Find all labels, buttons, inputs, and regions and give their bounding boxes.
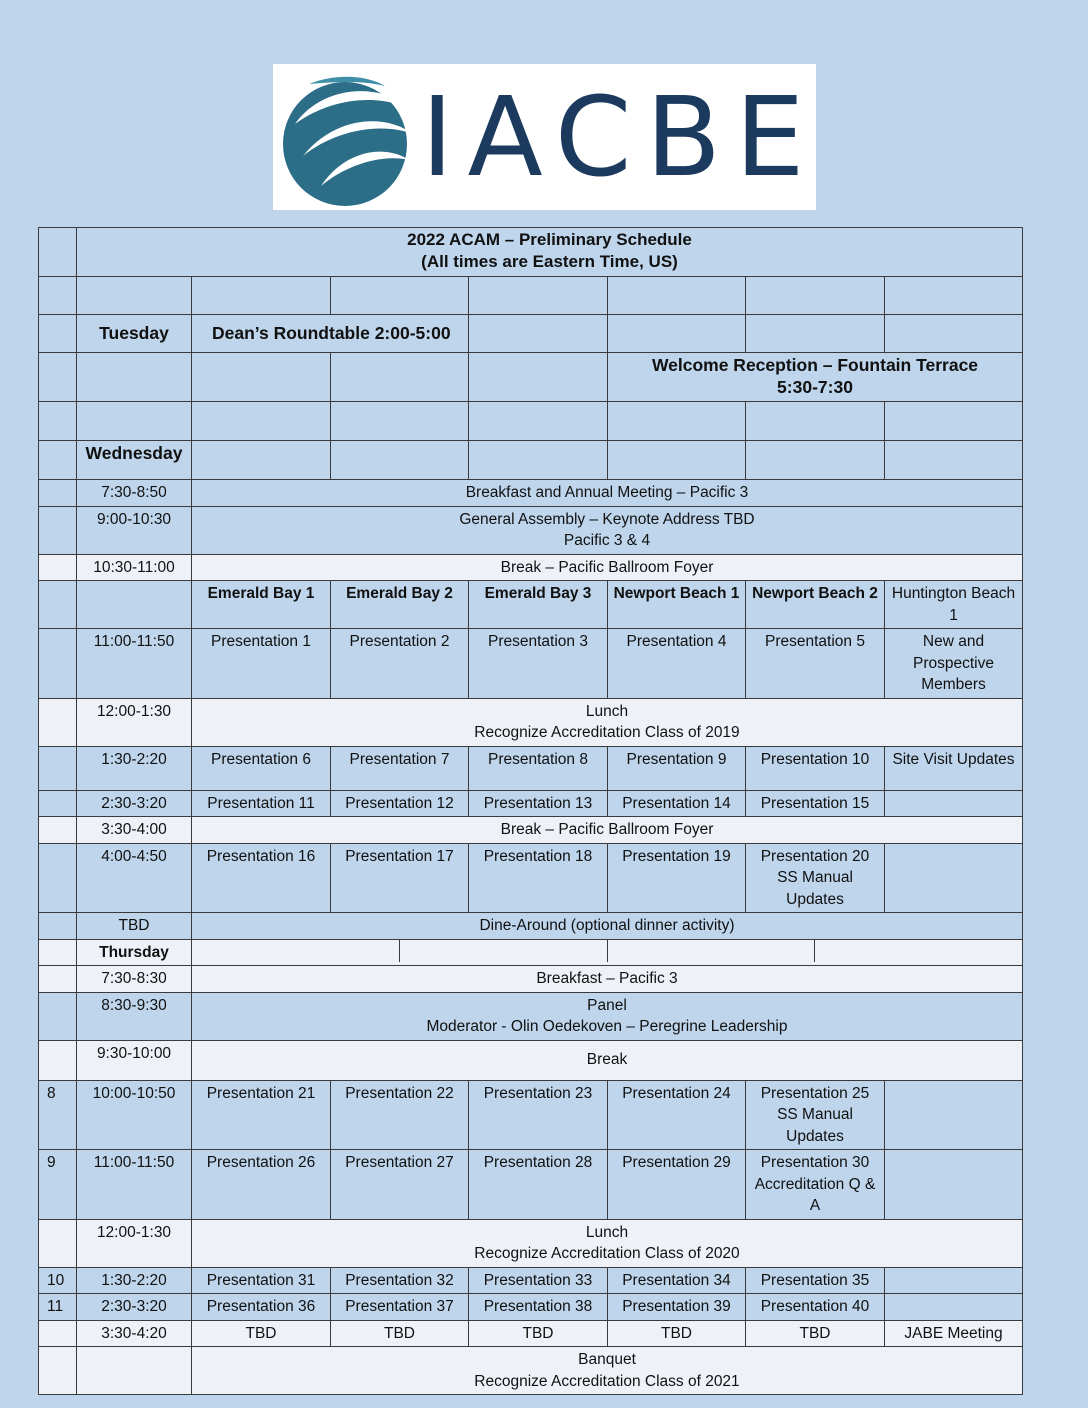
presentation: [885, 1150, 1023, 1220]
presentation: Site Visit Updates: [885, 746, 1023, 790]
event-label: Dine-Around (optional dinner activity): [192, 913, 1023, 940]
schedule-row: [39, 480, 1023, 507]
room-name: Newport Beach 2: [746, 581, 885, 629]
room-name: Emerald Bay 1: [192, 581, 331, 629]
session-row: [39, 790, 1023, 817]
row-number: 9: [39, 1150, 77, 1220]
event-label: Break: [192, 1040, 1023, 1080]
session-row: [39, 1294, 1023, 1321]
presentation: [885, 843, 1023, 913]
presentation: Presentation 29: [608, 1150, 746, 1220]
session-row: [39, 629, 1023, 699]
time-slot: 12:00-1:30: [77, 1219, 192, 1267]
presentation: Presentation 33: [469, 1267, 608, 1294]
row-number: 10: [39, 1267, 77, 1294]
day-label: Thursday: [77, 939, 192, 966]
schedule-row: [39, 966, 1023, 993]
presentation: Presentation 11: [192, 790, 331, 817]
presentation: TBD: [469, 1320, 608, 1347]
presentation: Presentation 13: [469, 790, 608, 817]
time-slot: TBD: [77, 913, 192, 940]
presentation: TBD: [331, 1320, 469, 1347]
schedule-row: [39, 554, 1023, 581]
event-label: General Assembly – Keynote Address TBD Pacific 3 & 4: [192, 506, 1023, 554]
presentation: [885, 1294, 1023, 1321]
event-label: Breakfast and Annual Meeting – Pacific 3: [192, 480, 1023, 507]
schedule-title: 2022 ACAM – Preliminary Schedule (All times are Eastern Time, US): [77, 228, 1023, 277]
presentation: Presentation 18: [469, 843, 608, 913]
presentation: Presentation 34: [608, 1267, 746, 1294]
presentation: Presentation 5: [746, 629, 885, 699]
iacbe-logo: [273, 64, 819, 210]
reception-row: [39, 353, 1023, 402]
panel-row: [39, 992, 1023, 1040]
presentation: Presentation 17: [331, 843, 469, 913]
presentation: Presentation 22: [331, 1080, 469, 1150]
session-row: [39, 1320, 1023, 1347]
room-name: Emerald Bay 3: [469, 581, 608, 629]
presentation: Presentation 35: [746, 1267, 885, 1294]
time-slot: 12:00-1:30: [77, 698, 192, 746]
presentation: Presentation 10: [746, 746, 885, 790]
presentation: New and Prospective Members: [885, 629, 1023, 699]
presentation: Presentation 32: [331, 1267, 469, 1294]
room-name: Emerald Bay 2: [331, 581, 469, 629]
time-slot: 3:30-4:20: [77, 1320, 192, 1347]
time-slot: 8:30-9:30: [77, 992, 192, 1040]
presentation: Presentation 36: [192, 1294, 331, 1321]
schedule-header-row: [39, 228, 1023, 277]
row-number: 8: [39, 1080, 77, 1150]
presentation: Presentation 14: [608, 790, 746, 817]
presentation: Presentation 3: [469, 629, 608, 699]
session-row: [39, 746, 1023, 790]
logo-wordmark: IACBE: [421, 73, 819, 201]
presentation: Presentation 28: [469, 1150, 608, 1220]
presentation: [885, 790, 1023, 817]
presentation: Presentation 1: [192, 629, 331, 699]
day-label: Wednesday: [77, 441, 192, 480]
presentation: Presentation 20 SS Manual Updates: [746, 843, 885, 913]
time-slot: 2:30-3:20: [77, 790, 192, 817]
time-slot: 9:00-10:30: [77, 506, 192, 554]
room-header-row: [39, 581, 1023, 629]
event-label: Break – Pacific Ballroom Foyer: [192, 817, 1023, 844]
session-row: [39, 1150, 1023, 1220]
day-label: Tuesday: [77, 315, 192, 353]
presentation: JABE Meeting: [885, 1320, 1023, 1347]
time-slot: 2:30-3:20: [77, 1294, 192, 1321]
event-label: Panel Moderator - Olin Oedekoven – Peregrine Leadership: [192, 992, 1023, 1040]
time-slot: 10:00-10:50: [77, 1080, 192, 1150]
schedule-row: [39, 913, 1023, 940]
presentation: Presentation 26: [192, 1150, 331, 1220]
time-slot: 9:30-10:00: [77, 1040, 192, 1080]
presentation: Presentation 25 SS Manual Updates: [746, 1080, 885, 1150]
break-row: [39, 1040, 1023, 1080]
presentation: Presentation 21: [192, 1080, 331, 1150]
row-number: 11: [39, 1294, 77, 1321]
presentation: [885, 1080, 1023, 1150]
presentation: TBD: [192, 1320, 331, 1347]
room-name: Newport Beach 1: [608, 581, 746, 629]
presentation: Presentation 8: [469, 746, 608, 790]
time-slot: 7:30-8:30: [77, 966, 192, 993]
presentation: Presentation 9: [608, 746, 746, 790]
time-slot: 4:00-4:50: [77, 843, 192, 913]
event-label: Banquet Recognize Accreditation Class of 2021: [192, 1347, 1023, 1395]
thursday-row: [39, 939, 1023, 966]
presentation: [885, 1267, 1023, 1294]
time-slot: 11:00-11:50: [77, 1150, 192, 1220]
presentation: Presentation 15: [746, 790, 885, 817]
presentation: Presentation 12: [331, 790, 469, 817]
banquet-row: [39, 1347, 1023, 1395]
session-row: [39, 1080, 1023, 1150]
presentation: Presentation 4: [608, 629, 746, 699]
room-name: Huntington Beach 1: [885, 581, 1023, 629]
time-slot: 11:00-11:50: [77, 629, 192, 699]
schedule-table: [38, 227, 1023, 1395]
presentation: Presentation 6: [192, 746, 331, 790]
schedule-row: [39, 506, 1023, 554]
event-label: Lunch Recognize Accreditation Class of 2019: [192, 698, 1023, 746]
event-label: Breakfast – Pacific 3: [192, 966, 1023, 993]
presentation: Presentation 37: [331, 1294, 469, 1321]
presentation: Presentation 39: [608, 1294, 746, 1321]
tuesday-row: [39, 315, 1023, 353]
presentation: Presentation 7: [331, 746, 469, 790]
welcome-reception: Welcome Reception – Fountain Terrace 5:30-7:30: [608, 353, 1023, 402]
presentation: Presentation 38: [469, 1294, 608, 1321]
presentation: Presentation 23: [469, 1080, 608, 1150]
event-label: Break – Pacific Ballroom Foyer: [192, 554, 1023, 581]
deans-roundtable: Dean’s Roundtable 2:00-5:00: [192, 315, 469, 353]
presentation: Presentation 30 Accreditation Q & A: [746, 1150, 885, 1220]
time-slot: 3:30-4:00: [77, 817, 192, 844]
time-slot: 1:30-2:20: [77, 1267, 192, 1294]
presentation: Presentation 40: [746, 1294, 885, 1321]
presentation: TBD: [746, 1320, 885, 1347]
time-slot: 1:30-2:20: [77, 746, 192, 790]
presentation: Presentation 31: [192, 1267, 331, 1294]
presentation: Presentation 27: [331, 1150, 469, 1220]
presentation: TBD: [608, 1320, 746, 1347]
wednesday-row: [39, 441, 1023, 480]
presentation: Presentation 19: [608, 843, 746, 913]
lunch-row: [39, 1219, 1023, 1267]
time-slot: 7:30-8:50: [77, 480, 192, 507]
session-row: [39, 843, 1023, 913]
presentation: Presentation 24: [608, 1080, 746, 1150]
break-row: [39, 817, 1023, 844]
presentation: Presentation 2: [331, 629, 469, 699]
session-row: [39, 1267, 1023, 1294]
event-label: Lunch Recognize Accreditation Class of 2020: [192, 1219, 1023, 1267]
presentation: Presentation 16: [192, 843, 331, 913]
time-slot: 10:30-11:00: [77, 554, 192, 581]
lunch-row: [39, 698, 1023, 746]
